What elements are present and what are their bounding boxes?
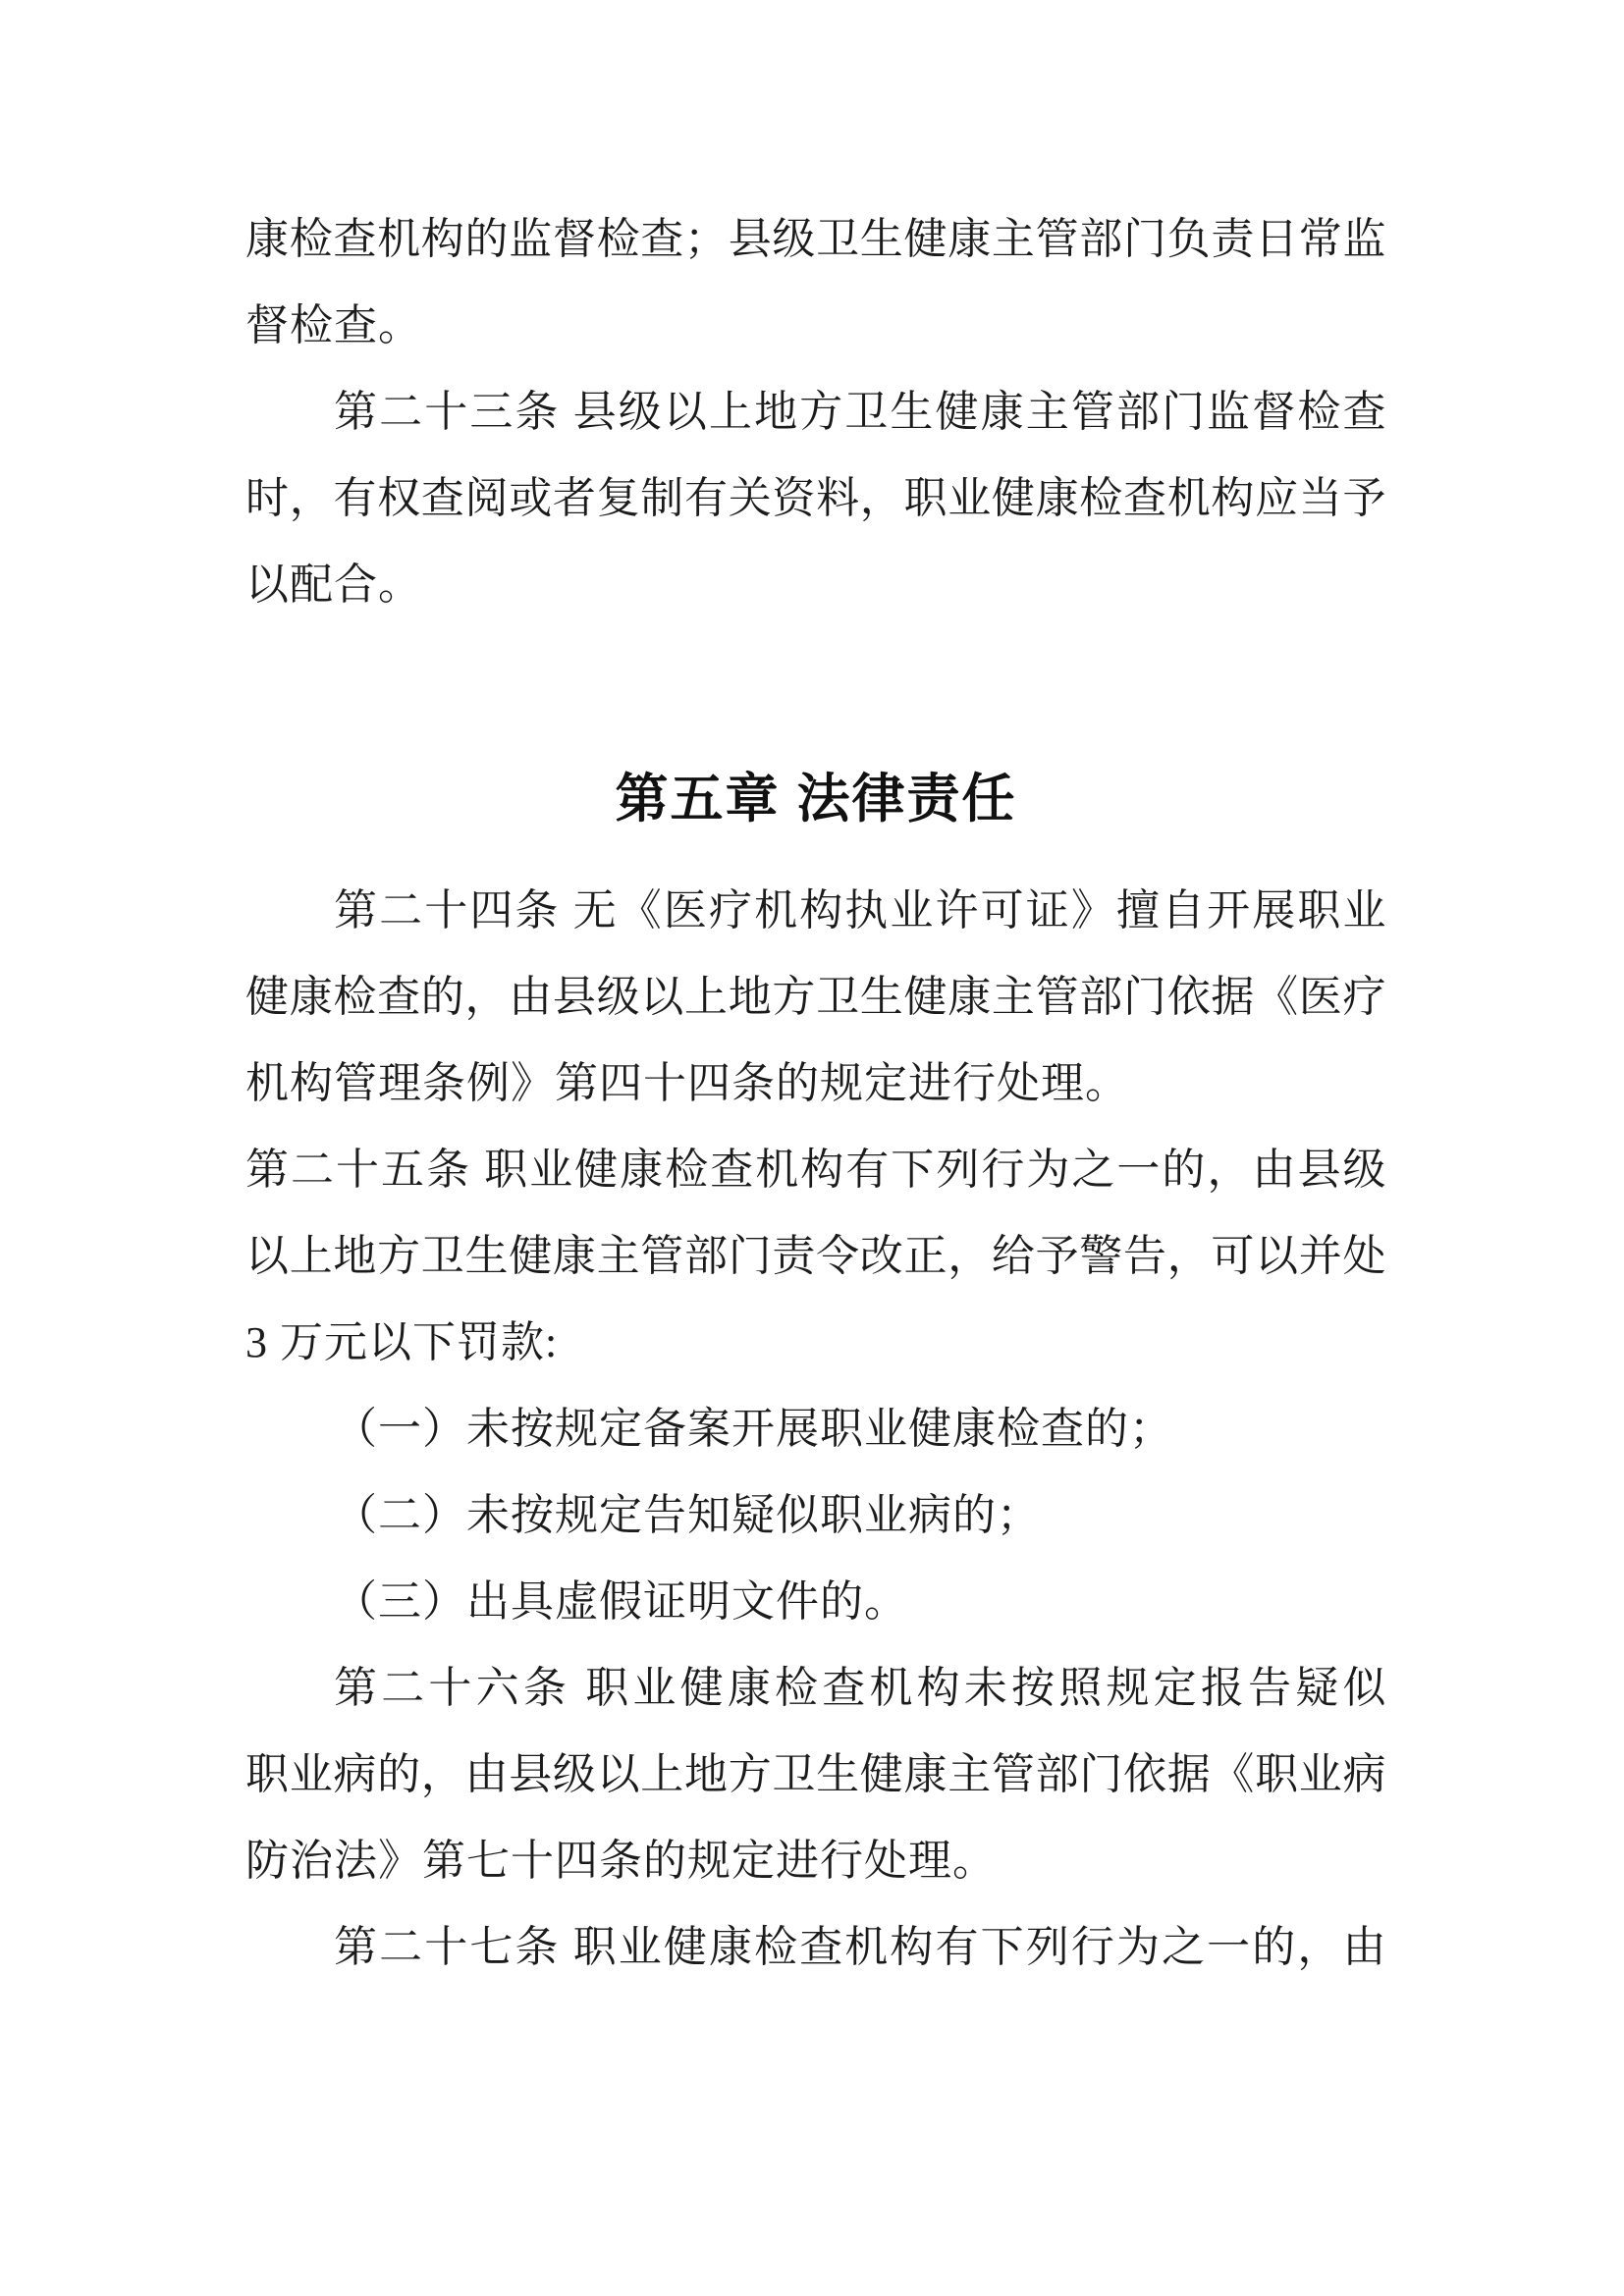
text-line: 第二十四条 无《医疗机构执业许可证》擅自开展职业: [334, 886, 1386, 934]
text-line: 3 万元以下罚款:: [245, 1318, 559, 1366]
text-line: 康检查机构的监督检查；县级卫生健康主管部门负责日常监: [245, 215, 1386, 263]
chapter-heading: 第五章 法律责任: [615, 770, 1017, 828]
text-line: 时，有权查阅或者复制有关资料，职业健康检查机构应当予: [245, 474, 1386, 522]
text-line: 第二十六条 职业健康检查机构未按照规定报告疑似: [334, 1664, 1386, 1712]
text-line: 以配合。: [245, 561, 422, 609]
text-line: 机构管理条例》第四十四条的规定进行处理。: [245, 1059, 1129, 1107]
text-line: 以上地方卫生健康主管部门责令改正，给予警告，可以并处: [245, 1232, 1386, 1280]
text-line: （二）未按规定告知疑似职业病的；: [334, 1491, 1041, 1539]
text-line: 健康检查的，由县级以上地方卫生健康主管部门依据《医疗: [245, 973, 1386, 1021]
text-line: 职业病的，由县级以上地方卫生健康主管部门依据《职业病: [245, 1750, 1386, 1798]
text-line: （三）出具虚假证明文件的。: [334, 1577, 908, 1626]
text-block: [245, 196, 1386, 1991]
text-line: （一）未按规定备案开展职业健康检查的；: [334, 1405, 1173, 1453]
text-line: 第二十七条 职业健康检查机构有下列行为之一的，由: [334, 1923, 1386, 1971]
text-line: 督检查。: [245, 301, 422, 349]
text-line: 第二十三条 县级以上地方卫生健康主管部门监督检查: [334, 388, 1386, 436]
text-line: 第二十五条 职业健康检查机构有下列行为之一的，由县级: [245, 1146, 1386, 1194]
text-line: 防治法》第七十四条的规定进行处理。: [245, 1837, 997, 1885]
